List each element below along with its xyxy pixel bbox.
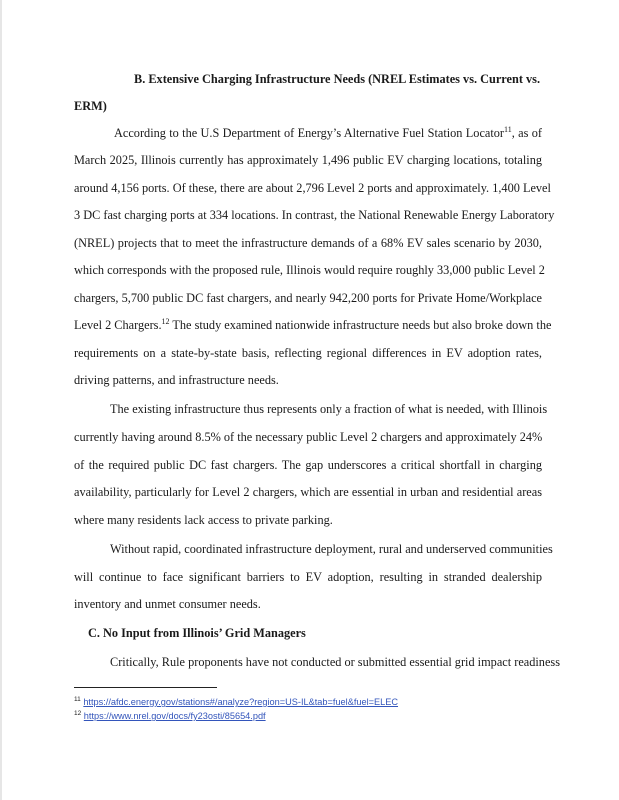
paragraph-1-line-7: chargers, 5,700 public DC fast chargers, and nearly 942,200 ports for Private Home/Workplace	[74, 291, 542, 305]
paragraph-1-line-2: March 2025, Illinois currently has approximately 1,496 public EV charging locations, totaling	[74, 153, 542, 167]
footnote-12-link[interactable]: https://www.nrel.gov/docs/fy23osti/85654.pdf	[83, 711, 266, 721]
footnote-divider	[74, 687, 217, 688]
paragraph-1-line-1: According to the U.S Department of Energy’s Alternative Fuel Station Locator$^{11}$, as of	[114, 124, 542, 140]
paragraph-1-line-10: driving patterns, and infrastructure needs.	[74, 373, 279, 387]
section-b-heading-cont: ERM)	[74, 99, 107, 113]
paragraph-2-line-3: of the required public DC fast chargers. The gap underscores a critical shortfall in charging	[74, 458, 542, 472]
footnote-ref-11: 11	[504, 124, 512, 134]
paragraph-1-line-8: Level 2 Chargers.$^{12}$ The study examined nationwide infrastructure needs but also broke down the	[74, 316, 552, 332]
paragraph-3-line-1: Without rapid, coordinated infrastructure deployment, rural and underserved communities	[110, 542, 553, 556]
section-c-line-1: Critically, Rule proponents have not conducted or submitted essential grid impact readiness	[110, 655, 560, 669]
section-b-heading: B. Extensive Charging Infrastructure Needs (NREL Estimates vs. Current vs.	[134, 72, 541, 86]
footnote-ref-12: 12	[161, 316, 170, 326]
scan-edge	[0, 0, 2, 800]
paragraph-1-line-3: around 4,156 ports. Of these, there are about 2,796 Level 2 ports and approximately. 1,400 Level	[74, 181, 551, 195]
paragraph-1-line-4: 3 DC fast charging ports at 334 locations. In contrast, the National Renewable Energy Laboratory	[74, 208, 555, 222]
paragraph-1-line-9: requirements on a state-by-state basis, reflecting regional differences in EV adoption rates,	[74, 346, 542, 360]
paragraph-1-line-6: which corresponds with the proposed rule, Illinois would require roughly 33,000 public Level 2	[74, 263, 545, 277]
paragraph-1-line-5: (NREL) projects that to meet the infrastructure demands of a 68% EV sales scenario by 2030,	[74, 236, 542, 250]
paragraph-3-line-3: inventory and unmet consumer needs.	[74, 597, 261, 611]
footnote-11: $^{11}$ https://afdc.energy.gov/stations#/analyze?region=US-IL&tab=fuel&fuel=ELEC	[74, 695, 399, 707]
paragraph-2-line-5: where many residents lack access to private parking.	[74, 513, 333, 527]
paragraph-2-line-4: availability, particularly for Level 2 chargers, which are essential in urban and residential areas	[74, 485, 542, 499]
section-c-heading: C. No Input from Illinois’ Grid Managers	[88, 626, 306, 640]
footnote-11-link[interactable]: https://afdc.energy.gov/stations#/analyze?region=US-IL&tab=fuel&fuel=ELEC	[83, 697, 399, 707]
paragraph-3-line-2: will continue to face significant barriers to EV adoption, resulting in stranded dealership	[74, 570, 542, 584]
paragraph-2-line-1: The existing infrastructure thus represents only a fraction of what is needed, with Illinois	[110, 402, 548, 416]
footnote-12: $^{12}$ https://www.nrel.gov/docs/fy23osti/85654.pdf	[74, 709, 266, 721]
paragraph-2-line-2: currently having around 8.5% of the necessary public Level 2 chargers and approximately 24%	[74, 430, 543, 444]
